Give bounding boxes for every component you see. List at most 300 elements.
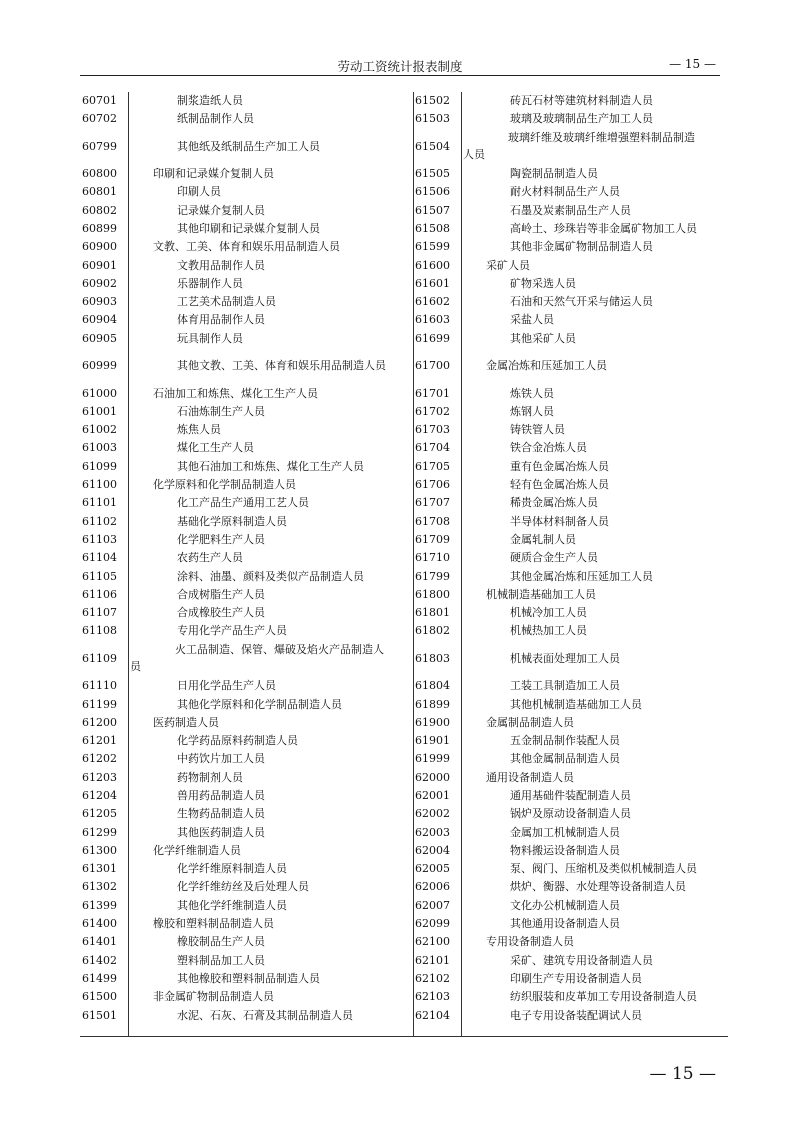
occupation-name: 硬质合金生产人员	[510, 551, 598, 565]
table-row	[80, 568, 413, 586]
table-row	[413, 476, 728, 494]
occupation-name: 轻有色金属冶炼人员	[510, 478, 609, 492]
table-row	[80, 750, 413, 768]
occupation-code: 61200	[82, 715, 117, 729]
occupation-code: 62102	[415, 971, 450, 985]
occupation-name: 合成树脂生产人员	[177, 587, 265, 601]
occupation-name: 烘炉、衡器、水处理等设备制造人员	[510, 880, 686, 894]
occupation-name: 水泥、石灰、石膏及其制品制造人员	[177, 1008, 353, 1022]
table-row	[80, 439, 413, 457]
occupation-name: 制浆造纸人员	[177, 94, 243, 107]
table-row	[80, 824, 413, 842]
occupation-code: 61700	[415, 359, 450, 373]
occupation-code: 62001	[415, 789, 450, 802]
table-row	[80, 494, 413, 512]
occupation-code: 61102	[82, 514, 117, 528]
occupation-name: 乐器制作人员	[177, 276, 243, 290]
occupation-name-line2: 人员	[463, 147, 485, 161]
occupation-name: 其他金属冶炼和压延加工人员	[510, 569, 653, 583]
table-row	[413, 860, 728, 878]
occupation-code: 61601	[415, 276, 450, 290]
table-row	[413, 385, 728, 403]
occupation-name: 其他化学原料和化学制品制造人员	[177, 697, 342, 711]
occupation-code: 61705	[415, 459, 450, 473]
occupation-name: 机械冷加工人员	[510, 606, 587, 620]
occupation-code: 62004	[415, 843, 450, 857]
occupation-code: 61999	[415, 752, 450, 766]
table-row	[80, 129, 413, 166]
occupation-code: 61099	[82, 459, 117, 473]
table-row	[80, 586, 413, 604]
occupation-name: 兽用药品制造人员	[177, 789, 265, 802]
left-column	[80, 92, 413, 1025]
table-row	[80, 311, 413, 329]
occupation-code: 61205	[82, 807, 117, 821]
occupation-name: 中药饮片加工人员	[177, 752, 265, 766]
table-row	[80, 714, 413, 732]
table-row	[413, 275, 728, 293]
occupation-name: 化工产品生产通用工艺人员	[177, 496, 309, 510]
occupation-name: 机械制造基础加工人员	[486, 587, 596, 601]
table-row	[413, 549, 728, 567]
table-row	[80, 202, 413, 220]
occupation-name: 采盐人员	[510, 313, 554, 327]
occupation-name: 涂料、油墨、颜料及类似产品制造人员	[177, 569, 364, 583]
occupation-name: 金属轧制人员	[510, 532, 576, 546]
table-row	[413, 183, 728, 201]
occupation-code: 61703	[415, 423, 450, 437]
table-row	[413, 1007, 728, 1025]
occupation-name: 记录媒介复制人员	[177, 203, 265, 217]
occupation-name: 橡胶和塑料制品制造人员	[153, 917, 274, 931]
occupation-code: 61900	[415, 715, 450, 729]
occupation-name: 玩具制作人员	[177, 331, 243, 345]
occupation-name: 生物药品制造人员	[177, 807, 265, 821]
occupation-name: 其他非金属矿物制品制造人员	[510, 240, 653, 254]
occupation-code: 61301	[82, 862, 117, 876]
occupation-name: 其他纸及纸制品生产加工人员	[177, 139, 320, 153]
occupation-code: 62007	[415, 898, 450, 912]
occupation-name: 农药生产人员	[177, 551, 243, 565]
table-row	[413, 732, 728, 750]
occupation-name: 通用基础件装配制造人员	[510, 789, 631, 802]
table-row	[413, 202, 728, 220]
table-row	[80, 183, 413, 201]
occupation-name: 专用化学产品生产人员	[177, 624, 287, 638]
occupation-name-line1: 火工品制造、保管、爆破及焰火产品制造人	[175, 642, 384, 656]
table-row	[80, 165, 413, 183]
table-row	[413, 513, 728, 531]
table-row	[80, 696, 413, 714]
table-row	[413, 677, 728, 695]
running-header-page-number: — 15 —	[669, 57, 716, 71]
table-row	[80, 787, 413, 805]
table-row	[413, 696, 728, 714]
occupation-name	[463, 129, 725, 163]
occupation-name: 石油和天然气开采与储运人员	[510, 295, 653, 309]
occupation-name: 合成橡胶生产人员	[177, 606, 265, 620]
occupation-code: 62099	[415, 917, 450, 931]
occupation-name: 金属加工机械制造人员	[510, 825, 620, 839]
occupation-code: 60904	[82, 313, 117, 327]
occupation-code-table	[80, 92, 728, 1037]
occupation-name: 石墨及炭素制品生产人员	[510, 203, 631, 217]
table-row	[413, 458, 728, 476]
occupation-name: 印刷生产专用设备制造人员	[510, 971, 642, 985]
occupation-code: 60901	[82, 258, 117, 272]
occupation-name: 橡胶制品生产人员	[177, 935, 265, 949]
table-row	[80, 238, 413, 256]
occupation-name: 工艺美术品制造人员	[177, 295, 276, 309]
table-row	[413, 293, 728, 311]
table-row	[80, 385, 413, 403]
table-row	[413, 897, 728, 915]
table-row	[80, 860, 413, 878]
table-row	[413, 165, 728, 183]
occupation-code: 61799	[415, 569, 450, 583]
table-row	[80, 933, 413, 951]
occupation-code: 60903	[82, 295, 117, 309]
table-row	[413, 348, 728, 385]
occupation-name: 重有色金属冶炼人员	[510, 459, 609, 473]
right-column	[413, 92, 728, 1025]
occupation-name: 电子专用设备装配调试人员	[510, 1008, 642, 1022]
occupation-code: 61706	[415, 478, 450, 492]
occupation-code: 61105	[82, 569, 117, 583]
occupation-code: 61899	[415, 697, 450, 711]
occupation-code: 60999	[82, 359, 117, 373]
table-row	[413, 403, 728, 421]
occupation-name: 泵、阀门、压缩机及类似机械制造人员	[510, 862, 697, 876]
table-row	[413, 257, 728, 275]
occupation-code: 61204	[82, 789, 117, 802]
table-row	[413, 952, 728, 970]
occupation-code: 61299	[82, 825, 117, 839]
table-row	[80, 531, 413, 549]
table-row	[413, 933, 728, 951]
occupation-code: 61002	[82, 423, 117, 437]
occupation-code: 61701	[415, 386, 450, 400]
occupation-code: 62003	[415, 825, 450, 839]
occupation-name: 其他通用设备制造人员	[510, 917, 620, 931]
occupation-name: 纸制品制作人员	[177, 112, 254, 126]
table-row	[413, 421, 728, 439]
occupation-name: 塑料制品加工人员	[177, 953, 265, 967]
table-row	[80, 952, 413, 970]
table-row	[80, 330, 413, 348]
table-row	[80, 842, 413, 860]
occupation-name: 铸铁管人员	[510, 423, 565, 437]
occupation-name: 文教、工美、体育和娱乐用品制造人员	[153, 240, 340, 254]
header-rule	[80, 75, 720, 76]
table-row	[413, 915, 728, 933]
occupation-name	[130, 641, 412, 675]
occupation-name: 机械表面处理加工人员	[510, 651, 620, 665]
running-header-title: 劳动工资统计报表制度	[337, 59, 463, 74]
occupation-name: 其他医药制造人员	[177, 825, 265, 839]
table-row	[80, 604, 413, 622]
occupation-code: 61501	[82, 1008, 117, 1022]
table-row	[80, 513, 413, 531]
occupation-code: 62000	[415, 770, 450, 784]
occupation-name: 炼铁人员	[510, 386, 554, 400]
occupation-code: 62002	[415, 807, 450, 821]
occupation-name: 日用化学品生产人员	[177, 679, 276, 693]
occupation-name: 煤化工生产人员	[177, 441, 254, 455]
occupation-code: 61000	[82, 386, 117, 400]
table-row	[80, 403, 413, 421]
occupation-code: 60799	[82, 139, 117, 153]
table-row	[80, 897, 413, 915]
table-row	[413, 714, 728, 732]
table-row	[413, 568, 728, 586]
table-row	[413, 842, 728, 860]
occupation-code: 62005	[415, 862, 450, 876]
occupation-name: 耐火材料制品生产人员	[510, 185, 620, 199]
occupation-code: 61709	[415, 532, 450, 546]
occupation-code: 61708	[415, 514, 450, 528]
table-row	[80, 220, 413, 238]
table-row	[80, 878, 413, 896]
occupation-name: 机械热加工人员	[510, 624, 587, 638]
table-row	[80, 677, 413, 695]
occupation-name: 高岭土、珍珠岩等非金属矿物加工人员	[510, 221, 697, 235]
table-row	[80, 348, 413, 385]
occupation-code: 61599	[415, 240, 450, 254]
occupation-name-line1: 玻璃纤维及玻璃纤维增强塑料制品制造	[508, 130, 695, 144]
occupation-code: 61801	[415, 606, 450, 620]
occupation-code: 60899	[82, 221, 117, 235]
table-row	[80, 110, 413, 128]
table-row	[80, 476, 413, 494]
table-row	[413, 805, 728, 823]
occupation-name: 炼焦人员	[177, 423, 221, 437]
occupation-code: 61506	[415, 185, 450, 199]
occupation-code: 61800	[415, 587, 450, 601]
table-row	[80, 549, 413, 567]
occupation-code: 61603	[415, 313, 450, 327]
occupation-name: 稀贵金属冶炼人员	[510, 496, 598, 510]
occupation-code: 61504	[415, 139, 450, 153]
occupation-name: 印刷和记录媒介复制人员	[153, 167, 274, 181]
occupation-code: 61704	[415, 441, 450, 455]
occupation-code: 61106	[82, 587, 117, 601]
table-row	[413, 494, 728, 512]
occupation-code: 61109	[82, 651, 117, 665]
occupation-code: 61100	[82, 478, 117, 492]
table-row	[413, 970, 728, 988]
occupation-name: 化学肥料生产人员	[177, 532, 265, 546]
occupation-name: 化学药品原料药制造人员	[177, 734, 298, 748]
occupation-name: 工装工具制造加工人员	[510, 679, 620, 693]
occupation-name: 化学纤维制造人员	[153, 843, 241, 857]
table-row	[80, 915, 413, 933]
occupation-code: 61103	[82, 532, 117, 546]
occupation-code: 61302	[82, 880, 117, 894]
occupation-code: 61602	[415, 295, 450, 309]
occupation-code: 61107	[82, 606, 117, 620]
occupation-code: 60902	[82, 276, 117, 290]
table-row	[413, 439, 728, 457]
occupation-name: 物料搬运设备制造人员	[510, 843, 620, 857]
occupation-name: 化学纤维原料制造人员	[177, 862, 287, 876]
occupation-code: 60702	[82, 112, 117, 126]
occupation-name: 纺织服装和皮革加工专用设备制造人员	[510, 990, 697, 1004]
table-row	[80, 293, 413, 311]
table-row	[413, 330, 728, 348]
occupation-code: 61300	[82, 843, 117, 857]
occupation-code: 62100	[415, 935, 450, 949]
occupation-code: 61804	[415, 679, 450, 693]
occupation-name: 其他橡胶和塑料制品制造人员	[177, 971, 320, 985]
occupation-name: 砖瓦石材等建筑材料制造人员	[510, 94, 653, 107]
table-row	[413, 110, 728, 128]
occupation-name: 其他化学纤维制造人员	[177, 898, 287, 912]
occupation-code: 61199	[82, 697, 117, 711]
occupation-code: 61201	[82, 734, 117, 748]
occupation-code: 61110	[82, 679, 117, 693]
table-row	[413, 311, 728, 329]
table-bottom-rule	[80, 1036, 728, 1037]
occupation-name: 半导体材料制备人员	[510, 514, 609, 528]
occupation-code: 62101	[415, 953, 450, 967]
occupation-code: 61399	[82, 898, 117, 912]
occupation-code: 62103	[415, 990, 450, 1004]
table-row	[80, 92, 413, 110]
occupation-code: 61401	[82, 935, 117, 949]
table-row	[413, 531, 728, 549]
occupation-code: 61699	[415, 331, 450, 345]
occupation-name-line2: 员	[130, 659, 141, 673]
occupation-code: 61101	[82, 496, 117, 510]
occupation-name: 专用设备制造人员	[486, 935, 574, 949]
occupation-name: 药物制剂人员	[177, 770, 243, 784]
occupation-name: 非金属矿物制品制造人员	[153, 990, 274, 1004]
occupation-name: 化学原料和化学制品制造人员	[153, 478, 296, 492]
occupation-name: 通用设备制造人员	[486, 770, 574, 784]
table-row	[80, 257, 413, 275]
table-row	[413, 750, 728, 768]
occupation-code: 61003	[82, 441, 117, 455]
table-row	[80, 805, 413, 823]
occupation-name: 陶瓷制品制造人员	[510, 167, 598, 181]
occupation-name: 化学纤维纺丝及后处理人员	[177, 880, 309, 894]
occupation-name: 金属制品制造人员	[486, 715, 574, 729]
occupation-name: 五金制品制作装配人员	[510, 734, 620, 748]
occupation-code: 61507	[415, 203, 450, 217]
occupation-code: 62104	[415, 1008, 450, 1022]
occupation-code: 61901	[415, 734, 450, 748]
occupation-name: 印刷人员	[177, 185, 221, 199]
occupation-code: 61402	[82, 953, 117, 967]
footer-page-number: — 15 —	[649, 1064, 716, 1084]
occupation-code: 61710	[415, 551, 450, 565]
occupation-code: 60900	[82, 240, 117, 254]
table-row	[80, 622, 413, 640]
occupation-code: 60701	[82, 94, 117, 107]
occupation-name: 其他机械制造基础加工人员	[510, 697, 642, 711]
occupation-code: 61508	[415, 221, 450, 235]
occupation-name: 医药制造人员	[153, 715, 219, 729]
table-row	[80, 641, 413, 678]
occupation-name: 铁合金冶炼人员	[510, 441, 587, 455]
table-row	[413, 238, 728, 256]
occupation-name: 采矿人员	[486, 258, 530, 272]
occupation-name: 其他石油加工和炼焦、煤化工生产人员	[177, 459, 364, 473]
occupation-code: 61104	[82, 551, 117, 565]
table-row	[413, 622, 728, 640]
table-row	[413, 641, 728, 678]
occupation-code: 61202	[82, 752, 117, 766]
occupation-code: 61503	[415, 112, 450, 126]
table-row	[413, 878, 728, 896]
table-row	[413, 92, 728, 110]
occupation-name: 文化办公机械制造人员	[510, 898, 620, 912]
occupation-code: 61803	[415, 651, 450, 665]
occupation-code: 60800	[82, 167, 117, 181]
occupation-code: 61400	[82, 917, 117, 931]
table-row	[413, 988, 728, 1006]
table-row	[80, 458, 413, 476]
table-row	[80, 275, 413, 293]
occupation-name: 石油炼制生产人员	[177, 404, 265, 418]
occupation-code: 60802	[82, 203, 117, 217]
table-row	[80, 769, 413, 787]
occupation-code: 61502	[415, 94, 450, 107]
table-row	[80, 970, 413, 988]
occupation-code: 61108	[82, 624, 117, 638]
occupation-name: 炼钢人员	[510, 404, 554, 418]
occupation-code: 61203	[82, 770, 117, 784]
table-row	[413, 220, 728, 238]
occupation-code: 61505	[415, 167, 450, 181]
occupation-code: 62006	[415, 880, 450, 894]
occupation-code: 61500	[82, 990, 117, 1004]
occupation-name: 玻璃及玻璃制品生产加工人员	[510, 112, 653, 126]
table-row	[80, 421, 413, 439]
table-row	[413, 787, 728, 805]
table-row	[80, 1007, 413, 1025]
occupation-code: 60801	[82, 185, 117, 199]
occupation-name: 矿物采选人员	[510, 276, 576, 290]
occupation-code: 61001	[82, 404, 117, 418]
table-row	[413, 586, 728, 604]
table-row	[413, 604, 728, 622]
occupation-name: 体育用品制作人员	[177, 313, 265, 327]
occupation-name: 锅炉及原动设备制造人员	[510, 807, 631, 821]
table-row	[80, 732, 413, 750]
occupation-name: 基础化学原料制造人员	[177, 514, 287, 528]
occupation-name: 其他印刷和记录媒介复制人员	[177, 221, 320, 235]
occupation-code: 61600	[415, 258, 450, 272]
occupation-code: 61707	[415, 496, 450, 510]
occupation-name: 石油加工和炼焦、煤化工生产人员	[153, 386, 318, 400]
occupation-name: 金属冶炼和压延加工人员	[486, 359, 607, 373]
table-row	[413, 129, 728, 166]
occupation-name: 其他文教、工美、体育和娱乐用品制造人员	[177, 359, 386, 373]
occupation-code: 61499	[82, 971, 117, 985]
occupation-code: 60905	[82, 331, 117, 345]
occupation-code: 61802	[415, 624, 450, 638]
occupation-name: 文教用品制作人员	[177, 258, 265, 272]
occupation-name: 其他金属制品制造人员	[510, 752, 620, 766]
occupation-name: 其他采矿人员	[510, 331, 576, 345]
occupation-name: 采矿、建筑专用设备制造人员	[510, 953, 653, 967]
table-row	[413, 769, 728, 787]
table-row	[413, 824, 728, 842]
table-row	[80, 988, 413, 1006]
occupation-code: 61702	[415, 404, 450, 418]
